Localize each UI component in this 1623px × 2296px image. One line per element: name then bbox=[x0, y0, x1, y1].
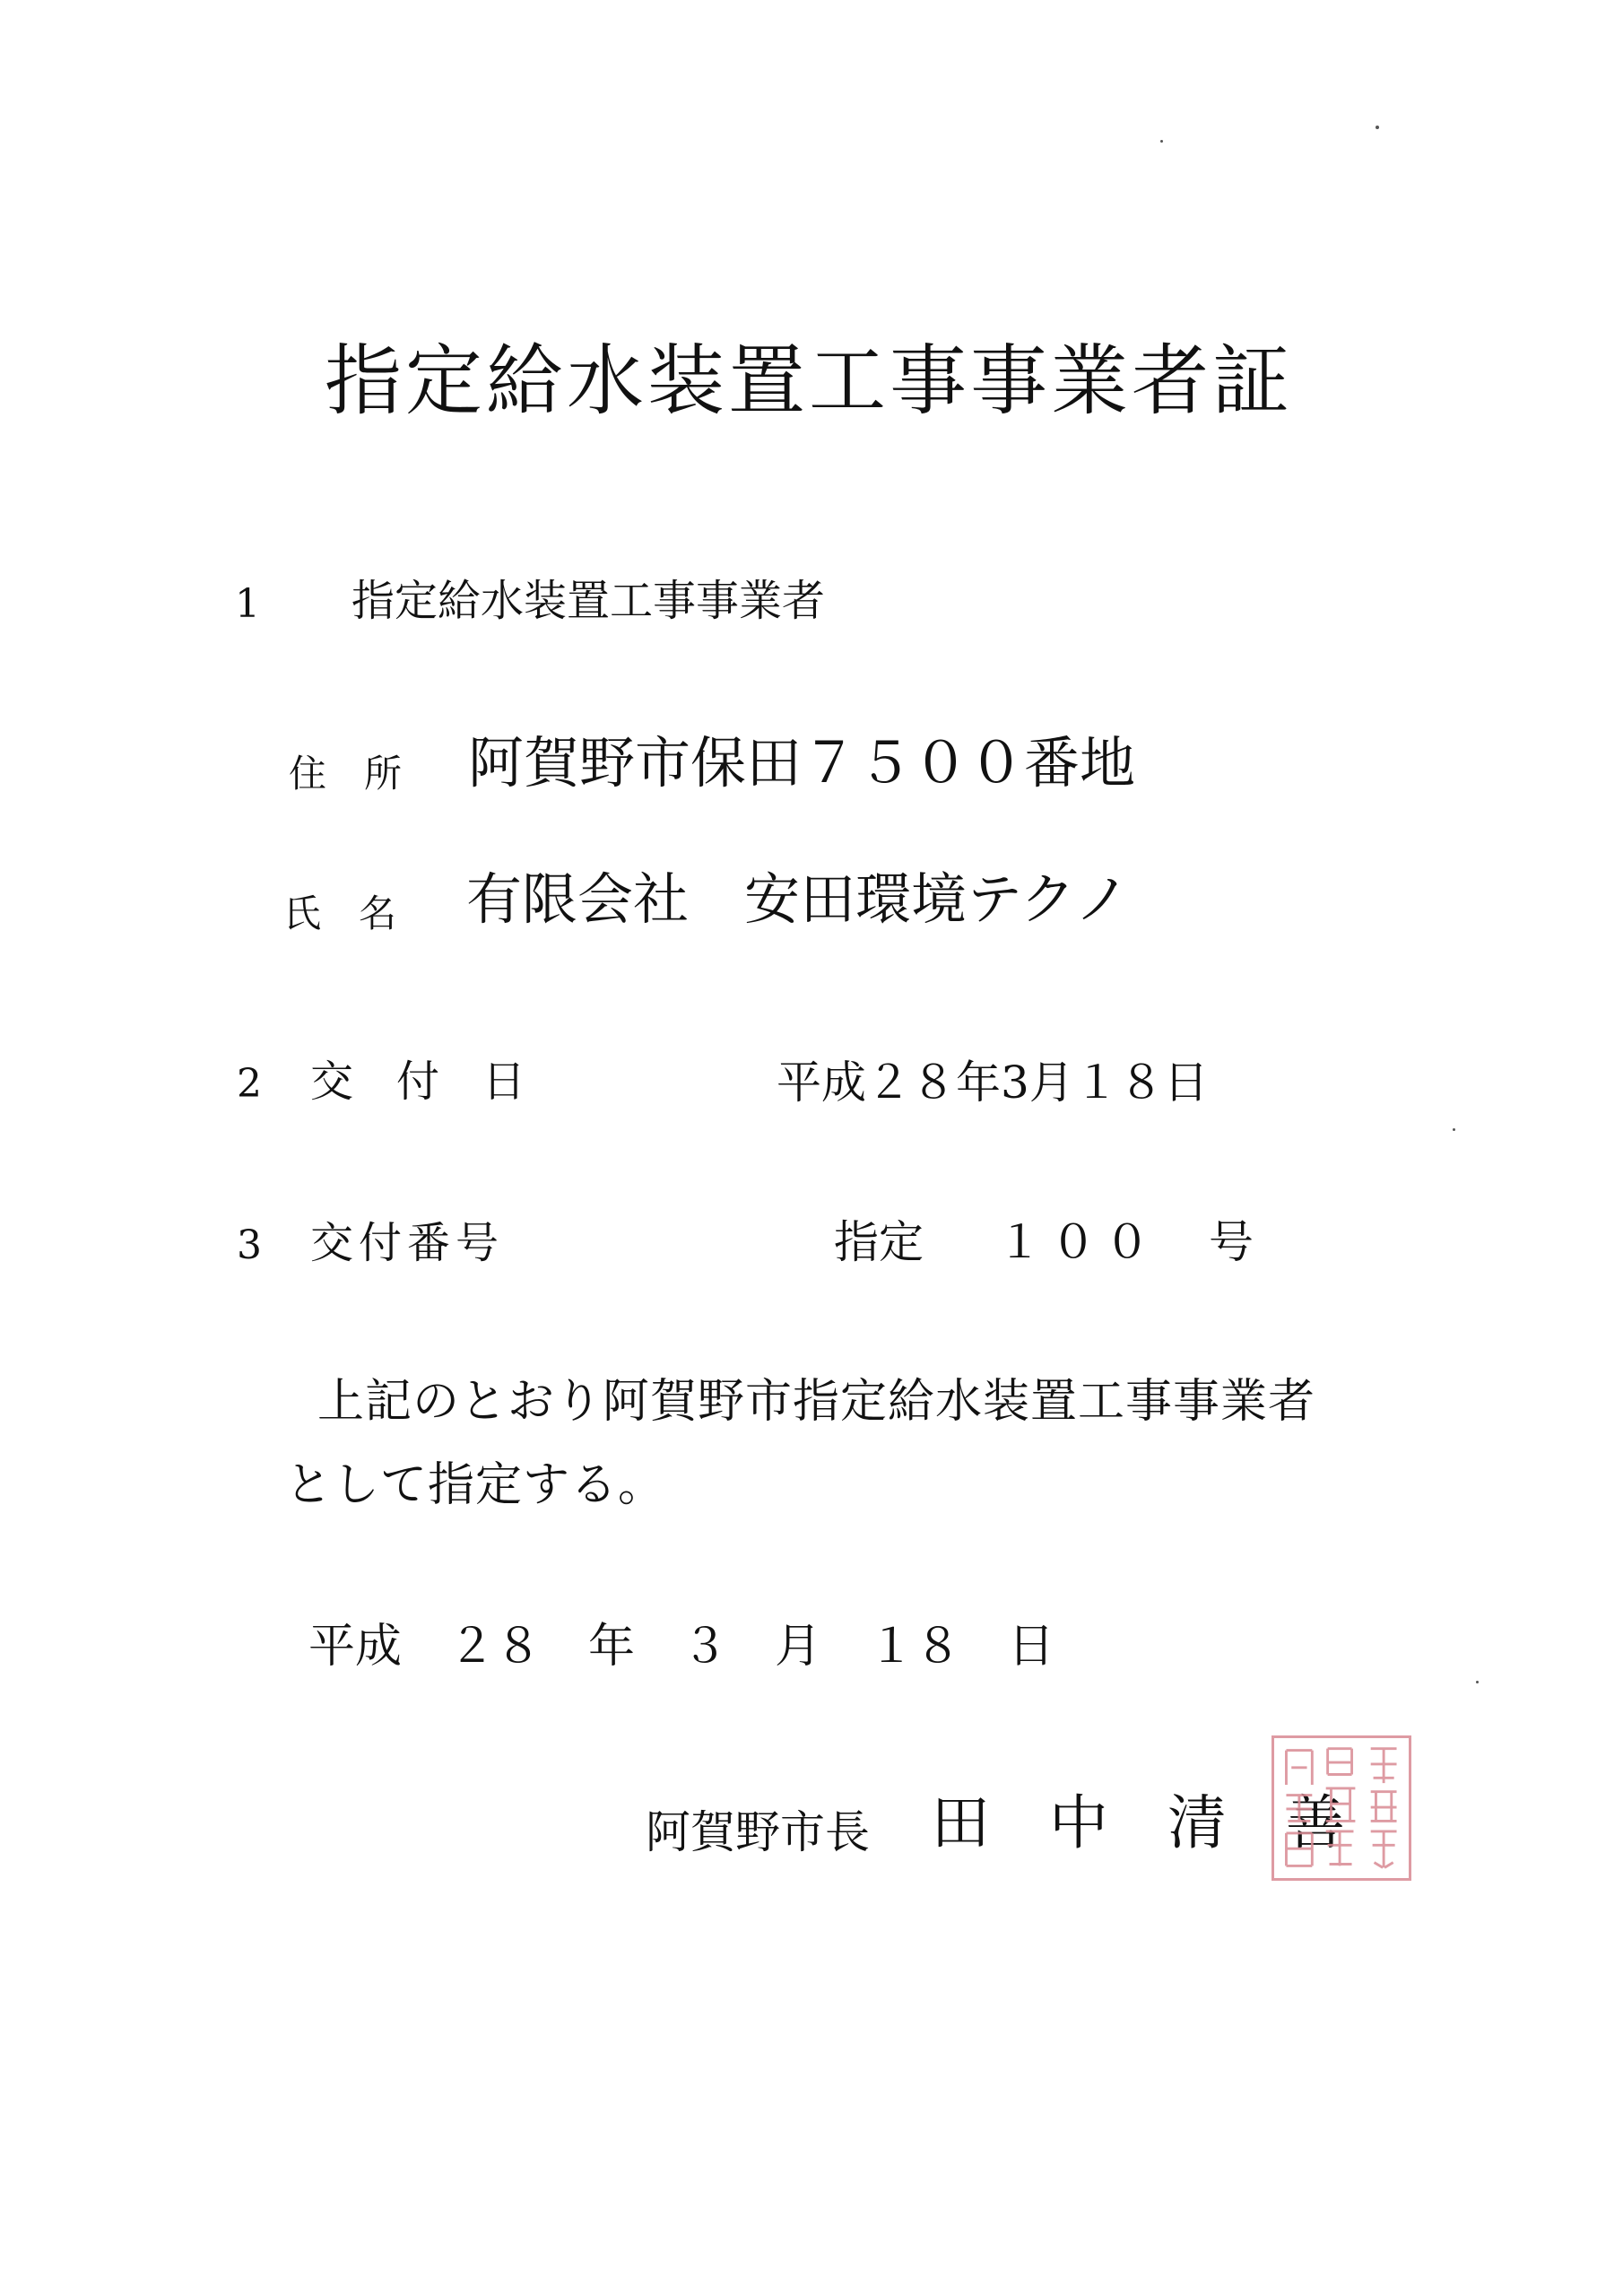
section2-number: 2 bbox=[237, 1061, 262, 1107]
issue-date-value: 平成２８年3月１８日 bbox=[777, 1057, 1209, 1109]
number-suffix: 号 bbox=[1209, 1216, 1254, 1268]
scan-speck bbox=[1160, 140, 1163, 143]
section3-number: 3 bbox=[237, 1222, 262, 1268]
number-prefix: 指定 bbox=[834, 1216, 924, 1268]
number-value: １００ bbox=[997, 1216, 1159, 1268]
page-title: 指定給水装置工事事業者証 bbox=[325, 336, 1293, 426]
official-seal-stamp bbox=[1271, 1735, 1411, 1881]
issue-date: 平成 ２８ 年 ３ 月 １８ 日 bbox=[308, 1620, 1055, 1674]
name-value: 有限会社 安田環境テクノ bbox=[466, 866, 1131, 932]
section3-label: 交付番号 bbox=[310, 1218, 505, 1268]
address-label: 住 所 bbox=[289, 752, 403, 796]
address-value: 阿賀野市保田７５００番地 bbox=[468, 730, 1136, 796]
signer-name: 田 中 清 善 bbox=[931, 1788, 1345, 1857]
section2-label: 交 付 日 bbox=[310, 1057, 526, 1107]
scan-speck bbox=[1376, 126, 1379, 129]
signer-title: 阿賀野市長 bbox=[646, 1806, 870, 1858]
name-label: 氏 名 bbox=[283, 891, 397, 935]
seal-pattern bbox=[1274, 1738, 1409, 1878]
section1-number: 1 bbox=[235, 581, 260, 627]
scan-speck bbox=[1453, 1128, 1455, 1131]
statement-line2: として指定する。 bbox=[285, 1458, 666, 1512]
section1-label: 指定給水装置工事事業者 bbox=[352, 576, 826, 626]
scan-speck bbox=[1476, 1681, 1479, 1683]
statement-line1: 上記のとおり阿賀野市指定給水装置工事事業者 bbox=[317, 1375, 1316, 1429]
